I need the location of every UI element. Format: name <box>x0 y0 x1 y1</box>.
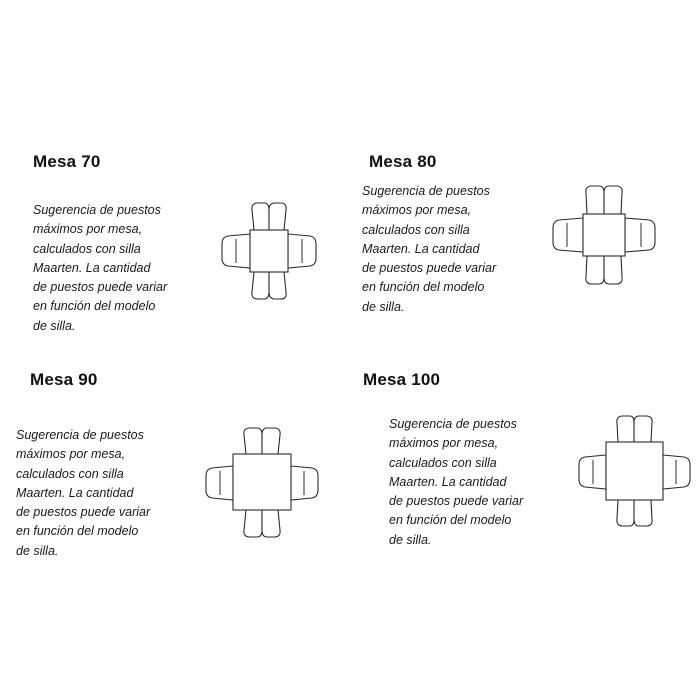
chair-right <box>291 466 318 500</box>
description-line: Maarten. La cantidad <box>362 241 480 256</box>
description-line: en función del modelo <box>33 299 156 314</box>
chair-top <box>586 186 622 214</box>
mesa-90-title: Mesa 90 <box>30 370 98 389</box>
description-line: máximos por mesa, <box>389 436 499 451</box>
mesa-80-description <box>362 182 496 317</box>
description-line: calculados con silla <box>16 466 124 481</box>
description-line: de puestos puede variar <box>389 494 524 509</box>
mesa-90-layout-icon <box>200 422 325 547</box>
chair-top <box>252 203 286 230</box>
description-line: de puestos puede variar <box>33 280 168 295</box>
chair-left <box>553 218 583 252</box>
description-line: en función del modelo <box>16 524 139 539</box>
description-line: de silla. <box>16 543 59 558</box>
mesa-100-layout-icon <box>573 410 693 532</box>
table-top <box>250 230 288 272</box>
chair-right <box>625 218 655 252</box>
chair-right <box>663 455 690 489</box>
chair-top <box>617 416 652 442</box>
mesa-80-layout-icon <box>546 180 661 290</box>
description-line: de silla. <box>389 532 432 547</box>
mesa-100-title: Mesa 100 <box>363 370 441 389</box>
description-line: Maarten. La cantidad <box>389 474 507 489</box>
description-line: de silla. <box>33 318 76 333</box>
description-line: de puestos puede variar <box>16 505 151 520</box>
description-line: de silla. <box>362 299 405 314</box>
mesa-70-layout-icon <box>214 196 324 306</box>
chair-bottom <box>586 256 622 284</box>
description-line: de puestos puede variar <box>362 261 497 276</box>
description-line: calculados con silla <box>362 222 470 237</box>
chair-bottom <box>244 510 280 537</box>
description-line: calculados con silla <box>389 455 497 470</box>
chair-left <box>206 466 233 500</box>
description-line: máximos por mesa, <box>16 447 126 462</box>
description-line: calculados con silla <box>33 241 141 256</box>
mesa-70-title: Mesa 70 <box>33 152 101 171</box>
description-line: Maarten. La cantidad <box>33 260 151 275</box>
mesa-90-description <box>16 426 150 561</box>
mesa-70-description <box>33 201 167 336</box>
chair-bottom <box>252 272 286 299</box>
chair-bottom <box>617 500 652 526</box>
description-line: máximos por mesa, <box>33 222 143 237</box>
table-top <box>606 442 663 500</box>
chair-left <box>579 455 606 489</box>
chair-top <box>244 428 280 454</box>
description-line: en función del modelo <box>389 513 512 528</box>
mesa-100-description <box>389 415 523 550</box>
description-line: en función del modelo <box>362 280 485 295</box>
description-line: Sugerencia de puestos <box>16 428 144 442</box>
chair-right <box>288 234 316 268</box>
description-line: Sugerencia de puestos <box>389 417 517 431</box>
table-top <box>233 454 291 510</box>
description-line: Sugerencia de puestos <box>362 184 490 198</box>
description-line: Sugerencia de puestos <box>33 203 161 217</box>
mesa-80-title: Mesa 80 <box>369 152 437 171</box>
description-line: Maarten. La cantidad <box>16 485 134 500</box>
chair-left <box>222 234 250 268</box>
description-line: máximos por mesa, <box>362 203 472 218</box>
table-top <box>583 214 625 256</box>
